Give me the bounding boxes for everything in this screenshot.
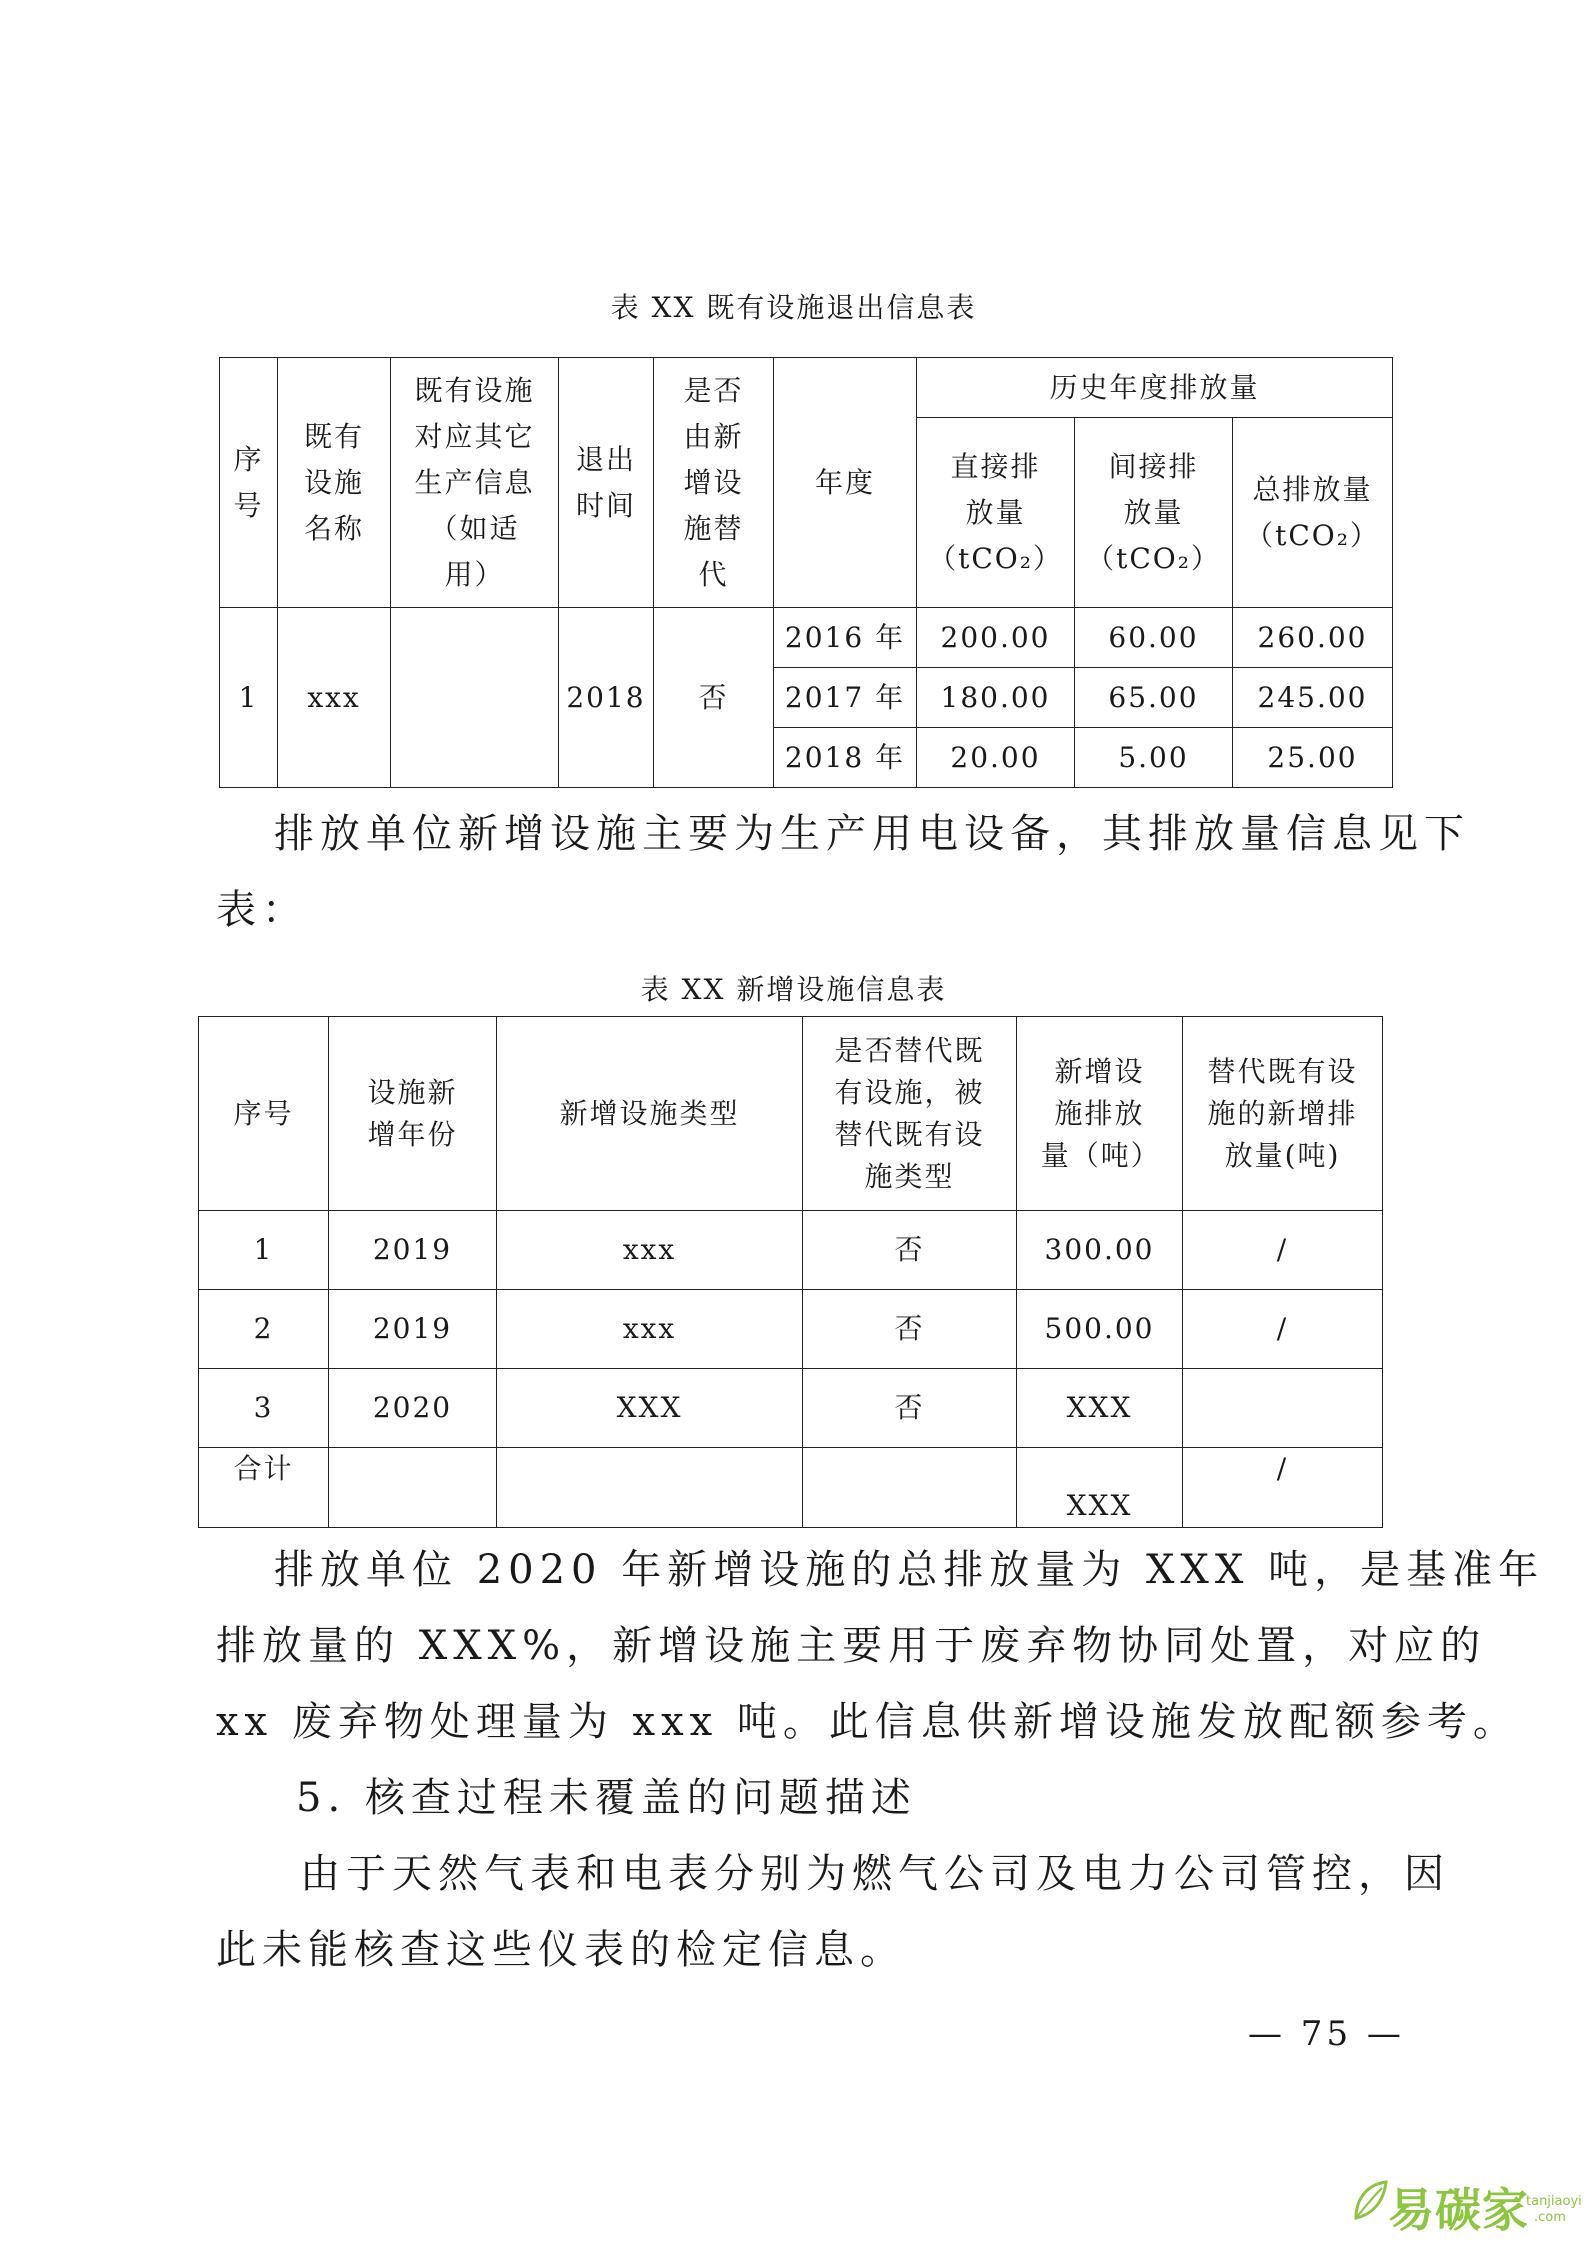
watermark-site: tanjiaoyi [1526, 2194, 1582, 2209]
cell-direct: 180.00 [917, 668, 1075, 728]
paragraph-line: 排放量的 XXX%，新增设施主要用于废弃物协同处置，对应的 [216, 1623, 1487, 1669]
section-heading: 5. 核查过程未覆盖的问题描述 [296, 1775, 917, 1821]
unit-label: （tCO₂） [928, 541, 1063, 575]
cell-year: 2017 年 [774, 668, 917, 728]
table-row [220, 608, 1393, 668]
table1-caption: 表 XX 既有设施退出信息表 [610, 291, 977, 324]
cell-direct: 200.00 [917, 608, 1075, 668]
header-indirect-emission: 间接排放量 （tCO₂） [1075, 418, 1233, 608]
watermark-suffix: .com [1534, 2210, 1566, 2225]
watermark-logo-text: 易碳家 [1388, 2183, 1529, 2237]
header-facility-name: 既有设施名称 [278, 358, 391, 608]
cell-facility-name: xxx [278, 608, 391, 788]
cell-replaced: 否 [654, 608, 774, 788]
header-total-emission: 总排放量 （tCO₂） [1233, 418, 1393, 608]
cell-replace-emission [1183, 1369, 1383, 1448]
header-facility-type: 新增设施类型 [497, 1017, 803, 1211]
table2-caption: 表 XX 新增设施信息表 [640, 973, 947, 1006]
cell-seq: 1 [220, 608, 278, 788]
table-row [199, 1290, 1383, 1369]
cell-empty [803, 1448, 1017, 1528]
unit-label: （tCO₂） [1245, 518, 1380, 552]
cell-empty [329, 1448, 497, 1528]
cell-total-replace-emission: / [1183, 1448, 1383, 1528]
cell-emission: 300.00 [1017, 1211, 1183, 1290]
cell-indirect: 60.00 [1075, 608, 1233, 668]
cell-replace: 否 [803, 1369, 1017, 1448]
cell-replace: 否 [803, 1290, 1017, 1369]
paragraph-line: 排放单位 2020 年新增设施的总排放量为 XXX 吨，是基准年 [274, 1547, 1545, 1593]
paragraph-line: 由于天然气表和电表分别为燃气公司及电力公司管控，因 [300, 1851, 1450, 1897]
cell-type: xxx [497, 1211, 803, 1290]
cell-replace-emission: / [1183, 1211, 1383, 1290]
cell-seq: 3 [199, 1369, 329, 1448]
cell-indirect: 5.00 [1075, 728, 1233, 788]
cell-year: 2016 年 [774, 608, 917, 668]
cell-emission: 500.00 [1017, 1290, 1183, 1369]
header-year: 年度 [774, 358, 917, 608]
header-direct-emission: 直接排放量 （tCO₂） [917, 418, 1075, 608]
header-history-emission: 历史年度排放量 [917, 358, 1393, 418]
table-row [199, 1211, 1383, 1290]
cell-total: 245.00 [1233, 668, 1393, 728]
cell-replace-emission: / [1183, 1290, 1383, 1369]
header-new-year: 设施新增年份 [329, 1017, 497, 1211]
cell-direct: 20.00 [917, 728, 1075, 788]
header-seq: 序号 [220, 358, 278, 608]
paragraph-line: 表： [216, 887, 308, 933]
cell-type: xxx [497, 1290, 803, 1369]
cell-total: 260.00 [1233, 608, 1393, 668]
cell-year: 2019 [329, 1290, 497, 1369]
paragraph-line: xx 废弃物处理量为 xxx 吨。此信息供新增设施发放配额参考。 [216, 1699, 1519, 1745]
cell-exit-time: 2018 [559, 608, 654, 788]
new-facility-table [198, 1016, 1383, 1528]
leaf-logo-icon [1350, 2178, 1390, 2222]
header-replace-existing: 是否替代既有设施，被替代既有设施类型 [803, 1017, 1017, 1211]
header-new-emission: 新增设施排放量（吨） [1017, 1017, 1183, 1211]
cell-total-label: 合计 [199, 1448, 329, 1528]
header-other-info: 既有设施对应其它生产信息（如适用） [391, 358, 559, 608]
total-row [199, 1448, 1383, 1528]
cell-type: XXX [497, 1369, 803, 1448]
header-exit-time: 退出时间 [559, 358, 654, 608]
cell-other-info [391, 608, 559, 788]
facility-exit-table [219, 357, 1393, 788]
cell-year: 2020 [329, 1369, 497, 1448]
cell-seq: 1 [199, 1211, 329, 1290]
header-replaced: 是否由新增设施替代 [654, 358, 774, 608]
table-row [199, 1369, 1383, 1448]
cell-empty [497, 1448, 803, 1528]
page-number: — 75 — [1248, 2014, 1405, 2054]
unit-label: （tCO₂） [1086, 541, 1221, 575]
header-seq: 序号 [199, 1017, 329, 1211]
header-replace-emission: 替代既有设施的新增排放量(吨) [1183, 1017, 1383, 1211]
watermark [1350, 2168, 1580, 2238]
cell-replace: 否 [803, 1211, 1017, 1290]
cell-total: 25.00 [1233, 728, 1393, 788]
paragraph-line: 此未能核查这些仪表的检定信息。 [216, 1927, 906, 1973]
cell-year: 2019 [329, 1211, 497, 1290]
cell-total-emission: XXX [1017, 1448, 1183, 1528]
cell-year: 2018 年 [774, 728, 917, 788]
paragraph-line: 排放单位新增设施主要为生产用电设备，其排放量信息见下 [274, 811, 1470, 857]
cell-seq: 2 [199, 1290, 329, 1369]
cell-indirect: 65.00 [1075, 668, 1233, 728]
cell-emission: XXX [1017, 1369, 1183, 1448]
